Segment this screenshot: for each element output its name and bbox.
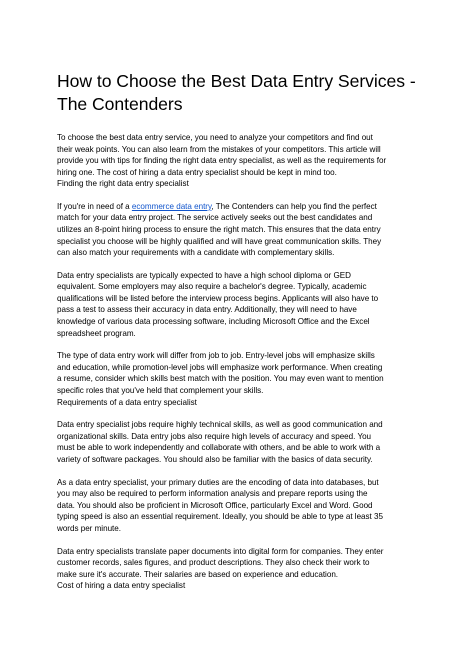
paragraph-text-before-link: If you're in need of a — [57, 201, 132, 211]
paragraph-translation: Data entry specialists translate paper documents into digital form for companies. They enter customer records, sales figures, and product descriptions. They also check their work to make sure it's accurate. Their salaries are based on experience and education. — [57, 546, 384, 579]
paragraph-job-types: The type of data entry work will differ from job to job. Entry-level jobs will emphasize skills and education, while promotion-level jobs will emphasize work performance. When creating a resume, consider which skills best match with the position. You may even want to mention specific roles that you've held that complement your skills. — [57, 351, 384, 395]
section-heading-requirements: Requirements of a data entry specialist — [57, 397, 197, 407]
paragraph-skills: Data entry specialist jobs require highly technical skills, as well as good communication and organizational skills. Data entry jobs also require high levels of accuracy and speed. You must be able to work independently and collaborate with others, and be able to work with a variety of software packages. You should also be familiar with the basics of data security. — [57, 420, 383, 464]
section-heading-finding: Finding the right data entry specialist — [57, 179, 189, 189]
section-heading-cost: Cost of hiring a data entry specialist — [57, 581, 186, 591]
document-page — [57, 70, 427, 603]
paragraph-text-after-link: , The Contenders can help you find the perfect match for your data entry project. The service actively seeks out the best candidates and utilizes an 8-point hiring process to ensure the right match. This ensures that the data entry specialist you choose will be highly qualified and will have great communication skills. They can also match your requirements with a candidate with complementary skills. — [57, 201, 382, 258]
document-title: How to Choose the Best Data Entry Services - The Contenders — [57, 71, 416, 114]
paragraph-qualifications: Data entry specialists are typically expected to have a high school diploma or GED equivalent. Some employers may also require a bachelor's degree. Typically, academic qualifications will be listed before the interview process begins. Applicants will also have to pass a test to assess their accuracy in data entry. Additionally, they will need to have knowledge of various data processing software, including Microsoft Office and the Excel spreadsheet program. — [57, 270, 379, 338]
paragraph-duties: As a data entry specialist, your primary duties are the encoding of data into databases, but you may also be required to perform information analysis and prepare reports using the data. You should also be proficient in Microsoft Office, particularly Excel and Word. Good typing speed is also an essential requirement. Ideally, you should be able to type at least 35 words per minute. — [57, 477, 383, 533]
ecommerce-data-entry-link[interactable]: ecommerce data entry — [131, 201, 212, 211]
intro-paragraph: To choose the best data entry service, you need to analyze your competitors and find out their weak points. You can also learn from the mistakes of your competitors. This article will provide you with tips for finding the right data entry specialist, as well as the requirements for hiring one. The cost of hiring a data entry specialist should be kept in mind too. — [57, 133, 387, 177]
paragraph-finding — [57, 201, 427, 259]
